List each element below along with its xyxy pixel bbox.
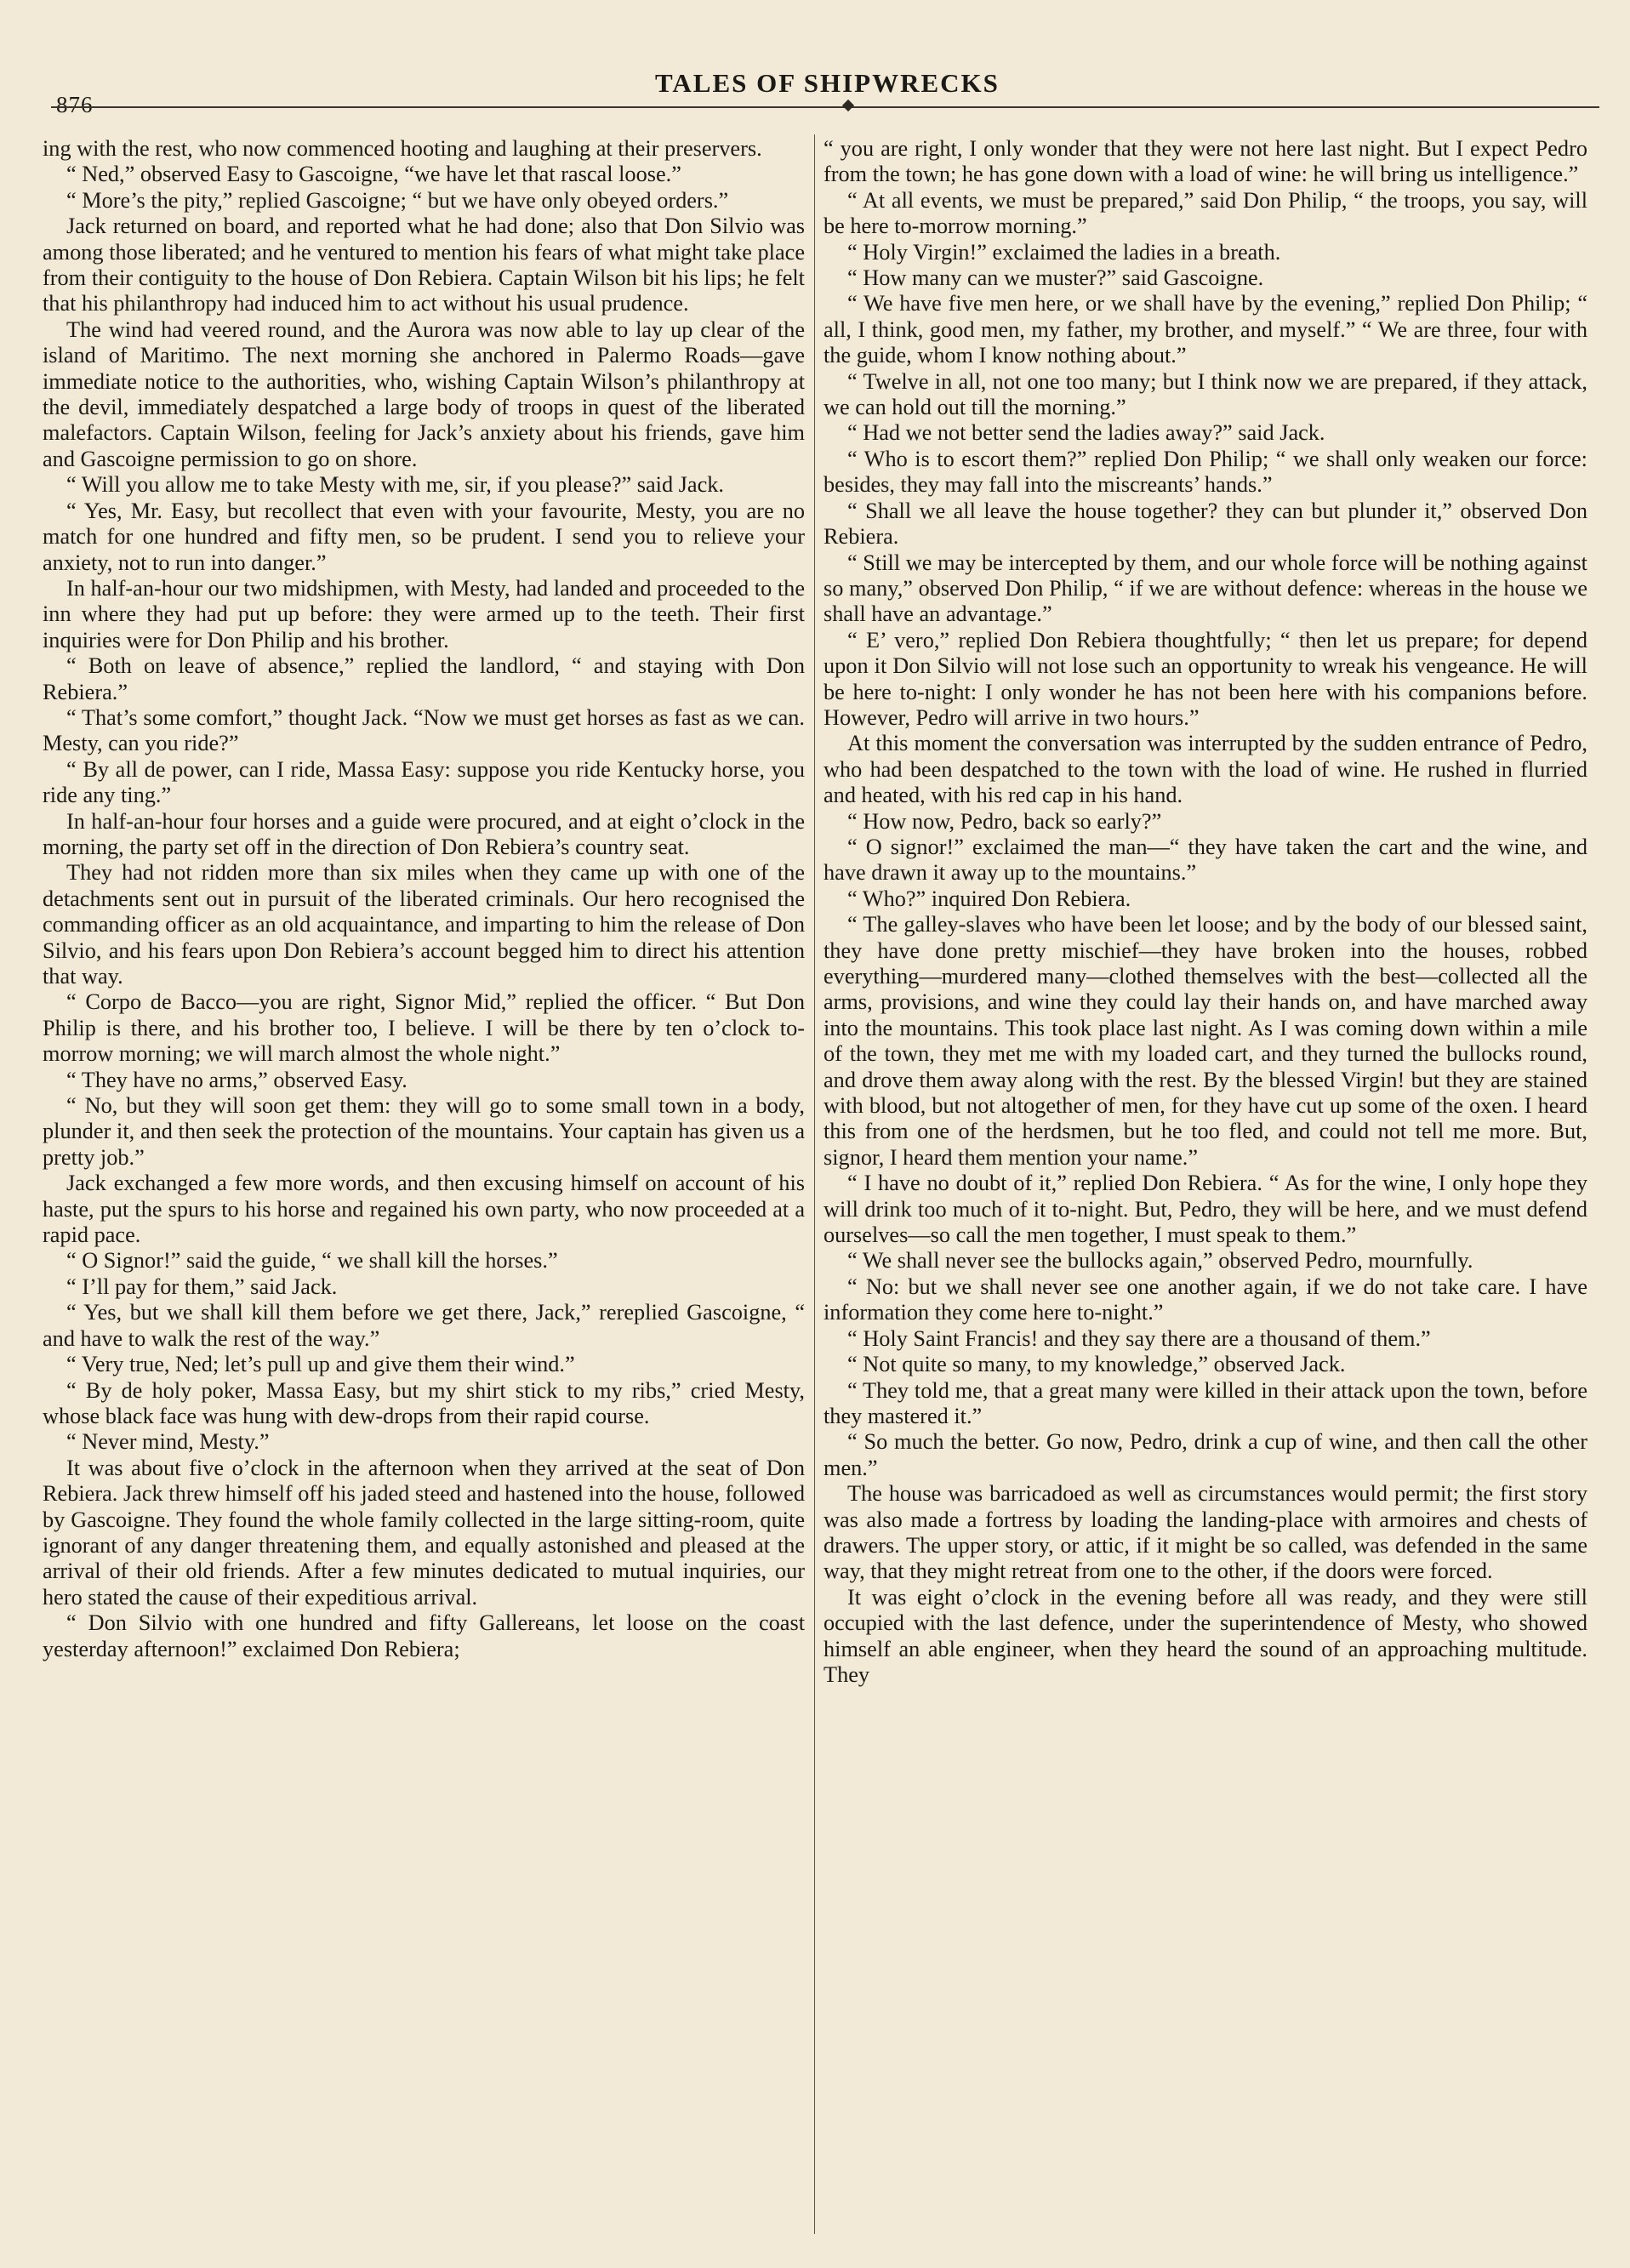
paragraph: ing with the rest, who now commenced hooting and laughing at their preservers.	[43, 136, 762, 161]
paragraph: “ Had we not better send the ladies away?” said Jack.	[847, 420, 1325, 446]
page-number: 876	[56, 92, 94, 117]
paragraph: The house was barricadoed as well as circumstances would permit; the first story was also made a fortress by loading the landing-place with armoires and chests of drawers. The upper story, or attic, if it might be so called, was defended in the same way, that they might retreat from one to the other, if the doors were forced.	[824, 1481, 1587, 1584]
paragraph: “ Yes, but we shall kill them before we get there, Jack,” rereplied Gascoigne, “ and have to walk the rest of the way.”	[43, 1300, 805, 1351]
paragraph: “ Yes, Mr. Easy, but recollect that even with your favourite, Mesty, you are no match for one hundred and fifty men, so be prudent. I send you to relieve your anxiety, not to run into danger.”	[43, 498, 805, 575]
paragraph: In half-an-hour four horses and a guide were procured, and at eight o’clock in the morning, the party set off in the direction of Don Rebiera’s country seat.	[43, 808, 805, 859]
paragraph: “ Still we may be intercepted by them, and our whole force will be nothing against so many,” observed Don Philip, “ if we are without defence: whereas in the house we shall have an advantage.”	[824, 550, 1587, 627]
paragraph: “ No, but they will soon get them: they will go to some small town in a body, plunder it, and then seek the protection of the mountains. Your captain has given us a pretty job.”	[43, 1093, 805, 1170]
paragraph: “ Holy Virgin!” exclaimed the ladies in a breath.	[847, 239, 1281, 265]
running-title: TALES OF SHIPWRECKS	[655, 68, 1000, 98]
paragraph: Jack exchanged a few more words, and then excusing himself on account of his haste, put the spurs to his horse and regained his own party, who now proceeded at a rapid pace.	[43, 1171, 805, 1248]
paragraph: “ Who?” inquired Don Rebiera.	[847, 886, 1131, 911]
paragraph: “ you are right, I only wonder that they were not here last night. But I expect Pedro from the town; he has gone down with a load of wine: he will bring us intelligence.”	[824, 136, 1587, 187]
paragraph: “ By de holy poker, Massa Easy, but my shirt stick to my ribs,” cried Mesty, whose black face was hung with dew-drops from their rapid course.	[43, 1377, 805, 1428]
paragraph: “ Ned,” observed Easy to Gascoigne, “we have let that rascal loose.”	[66, 162, 681, 187]
paragraph: “ Not quite so many, to my knowledge,” observed Jack.	[847, 1352, 1346, 1377]
paragraph: “ Will you allow me to take Mesty with me, sir, if you please?” said Jack.	[66, 472, 724, 498]
paragraph: “ The galley-slaves who have been let loose; and by the body of our blessed saint, they have done pretty mischief—they have broken into the houses, robbed everything—murdered many—clothed themselves with the best—collected all the arms, provisions, and wine they could lay their hands on, and have marched away into the mountains. This took place last night. As I was coming down within a mile of the town, they met me with my loaded cart, and they turned the bullocks round, and drove them away along with the rest. By the blessed Virgin! but they are stained with blood, but not altogether of men, for they have cut up some of the oxen. I heard this from one of the herdsmen, but he too fled, and could not tell me more. But, signor, I heard them mention your name.”	[824, 912, 1587, 1170]
paragraph: “ That’s some comfort,” thought Jack. “Now we must get horses as fast as we can. Mesty, can you ride?”	[43, 704, 805, 756]
paragraph: “ They told me, that a great many were killed in their attack upon the town, before they mastered it.”	[824, 1377, 1587, 1428]
paragraph: “ We shall never see the bullocks again,” observed Pedro, mournfully.	[847, 1248, 1473, 1274]
paragraph: “ How now, Pedro, back so early?”	[847, 808, 1162, 834]
paragraph: “ I have no doubt of it,” replied Don Rebiera. “ As for the wine, I only hope they will drink too much of it to-night. But, Pedro, they will be here, and we must defend ourselves—so call the men together, I must speak to them.”	[824, 1171, 1587, 1248]
paragraph: “ So much the better. Go now, Pedro, drink a cup of wine, and then call the other men.”	[824, 1429, 1587, 1480]
left-text-column	[43, 136, 805, 2237]
paragraph: Jack returned on board, and reported what he had done; also that Don Silvio was among those liberated; and he ventured to mention his fears of what might take place from their contiguity to the house of Don Rebiera. Captain Wilson bit his lips; he felt that his philanthropy had induced him to act without his usual prudence.	[43, 214, 805, 316]
paragraph: “ E’ vero,” replied Don Rebiera thoughtfully; “ then let us prepare; for depend upon it Don Silvio will not lose such an opportunity to wreak his vengeance. He will be here to-night: I only wonder he has not been here with his companions before. However, Pedro will arrive in two hours.”	[824, 627, 1587, 730]
paragraph: “ Holy Saint Francis! and they say there are a thousand of them.”	[847, 1325, 1431, 1351]
paragraph: It was eight o’clock in the evening before all was ready, and they were still occupied with the last defence, under the superintendence of Mesty, who showed himself an able engineer, when they heard the sound of an approaching multitude. They	[824, 1584, 1587, 1687]
paragraph: “ Very true, Ned; let’s pull up and give them their wind.”	[66, 1352, 575, 1377]
paragraph: “ Never mind, Mesty.”	[66, 1429, 270, 1455]
paragraph: “ How many can we muster?” said Gascoigne.	[847, 265, 1264, 291]
column-divider	[814, 134, 815, 2234]
paragraph: “ O Signor!” said the guide, “ we shall kill the horses.”	[66, 1248, 558, 1274]
paragraph: “ Shall we all leave the house together? they can but plunder it,” observed Don Rebiera.	[824, 498, 1587, 550]
paragraph: “ Corpo de Bacco—you are right, Signor Mid,” replied the officer. “ But Don Philip is there, and his brother too, I believe. I will be there by ten o’clock to-morrow morning; we will march almost the whole night.”	[43, 989, 805, 1067]
paragraph: It was about five o’clock in the afternoon when they arrived at the seat of Don Rebiera. Jack threw himself off his jaded steed and hastened into the house, followed by Gascoigne. They found the whole family collected in the large sitting-room, quite ignorant of any danger threatening them, and equally astonished and pleased at the arrival of their old friends. After a few minutes dedicated to mutual inquiries, our hero stated the cause of their expeditious arrival.	[43, 1455, 805, 1610]
paragraph: “ O signor!” exclaimed the man—“ they have taken the cart and the wine, and have drawn it away up to the mountains.”	[824, 834, 1587, 886]
right-text-column	[824, 136, 1587, 2237]
paragraph: “ By all de power, can I ride, Massa Easy: suppose you ride Kentucky horse, you ride any ting.”	[43, 756, 805, 808]
paragraph: “ We have five men here, or we shall have by the evening,” replied Don Philip; “ all, I think, good men, my father, my brother, and myself.” “ We are three, four with the guide, whom I know nothing about.”	[824, 291, 1587, 368]
paragraph: “ Don Silvio with one hundred and fifty Gallereans, let loose on the coast yesterday afternoon!” exclaimed Don Rebiera;	[43, 1610, 805, 1661]
paragraph: In half-an-hour our two midshipmen, with Mesty, had landed and proceeded to the inn where they had put up before: they were armed up to the teeth. Their first inquiries were for Don Philip and his brother.	[43, 575, 805, 652]
paragraph: “ Both on leave of absence,” replied the landlord, “ and staying with Don Rebiera.”	[43, 653, 805, 704]
paragraph: “ I’ll pay for them,” said Jack.	[66, 1274, 338, 1299]
page-header	[0, 60, 1630, 117]
paragraph: The wind had veered round, and the Aurora was now able to lay up clear of the island of Maritimo. The next morning she anchored in Palermo Roads—gave immediate notice to the authorities, who, wishing Captain Wilson’s philanthropy at the devil, immediately despatched a large body of troops in quest of the liberated malefactors. Captain Wilson, feeling for Jack’s anxiety about his friends, gave him and Gascoigne permission to go on shore.	[43, 316, 805, 471]
paragraph: “ Twelve in all, not one too many; but I think now we are prepared, if they attack, we can hold out till the morning.”	[824, 368, 1587, 420]
paragraph: “ They have no arms,” observed Easy.	[66, 1067, 408, 1092]
paragraph: They had not ridden more than six miles when they came up with one of the detachments sent out in pursuit of the liberated criminals. Our hero recognised the commanding officer as an old acquaintance, and imparting to him the release of Don Silvio, and his fears upon Don Rebiera’s account begged him to direct his attention that way.	[43, 860, 805, 989]
header-rule	[51, 106, 1599, 108]
paragraph: At this moment the conversation was interrupted by the sudden entrance of Pedro, who had been despatched to the town with the load of wine. He rushed in flurried and heated, with his red cap in his hand.	[824, 731, 1587, 808]
paragraph: “ More’s the pity,” replied Gascoigne; “ but we have only obeyed orders.”	[66, 187, 729, 213]
paragraph: “ No: but we shall never see one another again, if we do not take care. I have information they come here to-night.”	[824, 1274, 1587, 1325]
paragraph: “ At all events, we must be prepared,” said Don Philip, “ the troops, you say, will be here to-morrow morning.”	[824, 187, 1587, 239]
paragraph: “ Who is to escort them?” replied Don Philip; “ we shall only weaken our force: besides, they may fall into the miscreants’ hands.”	[824, 446, 1587, 498]
